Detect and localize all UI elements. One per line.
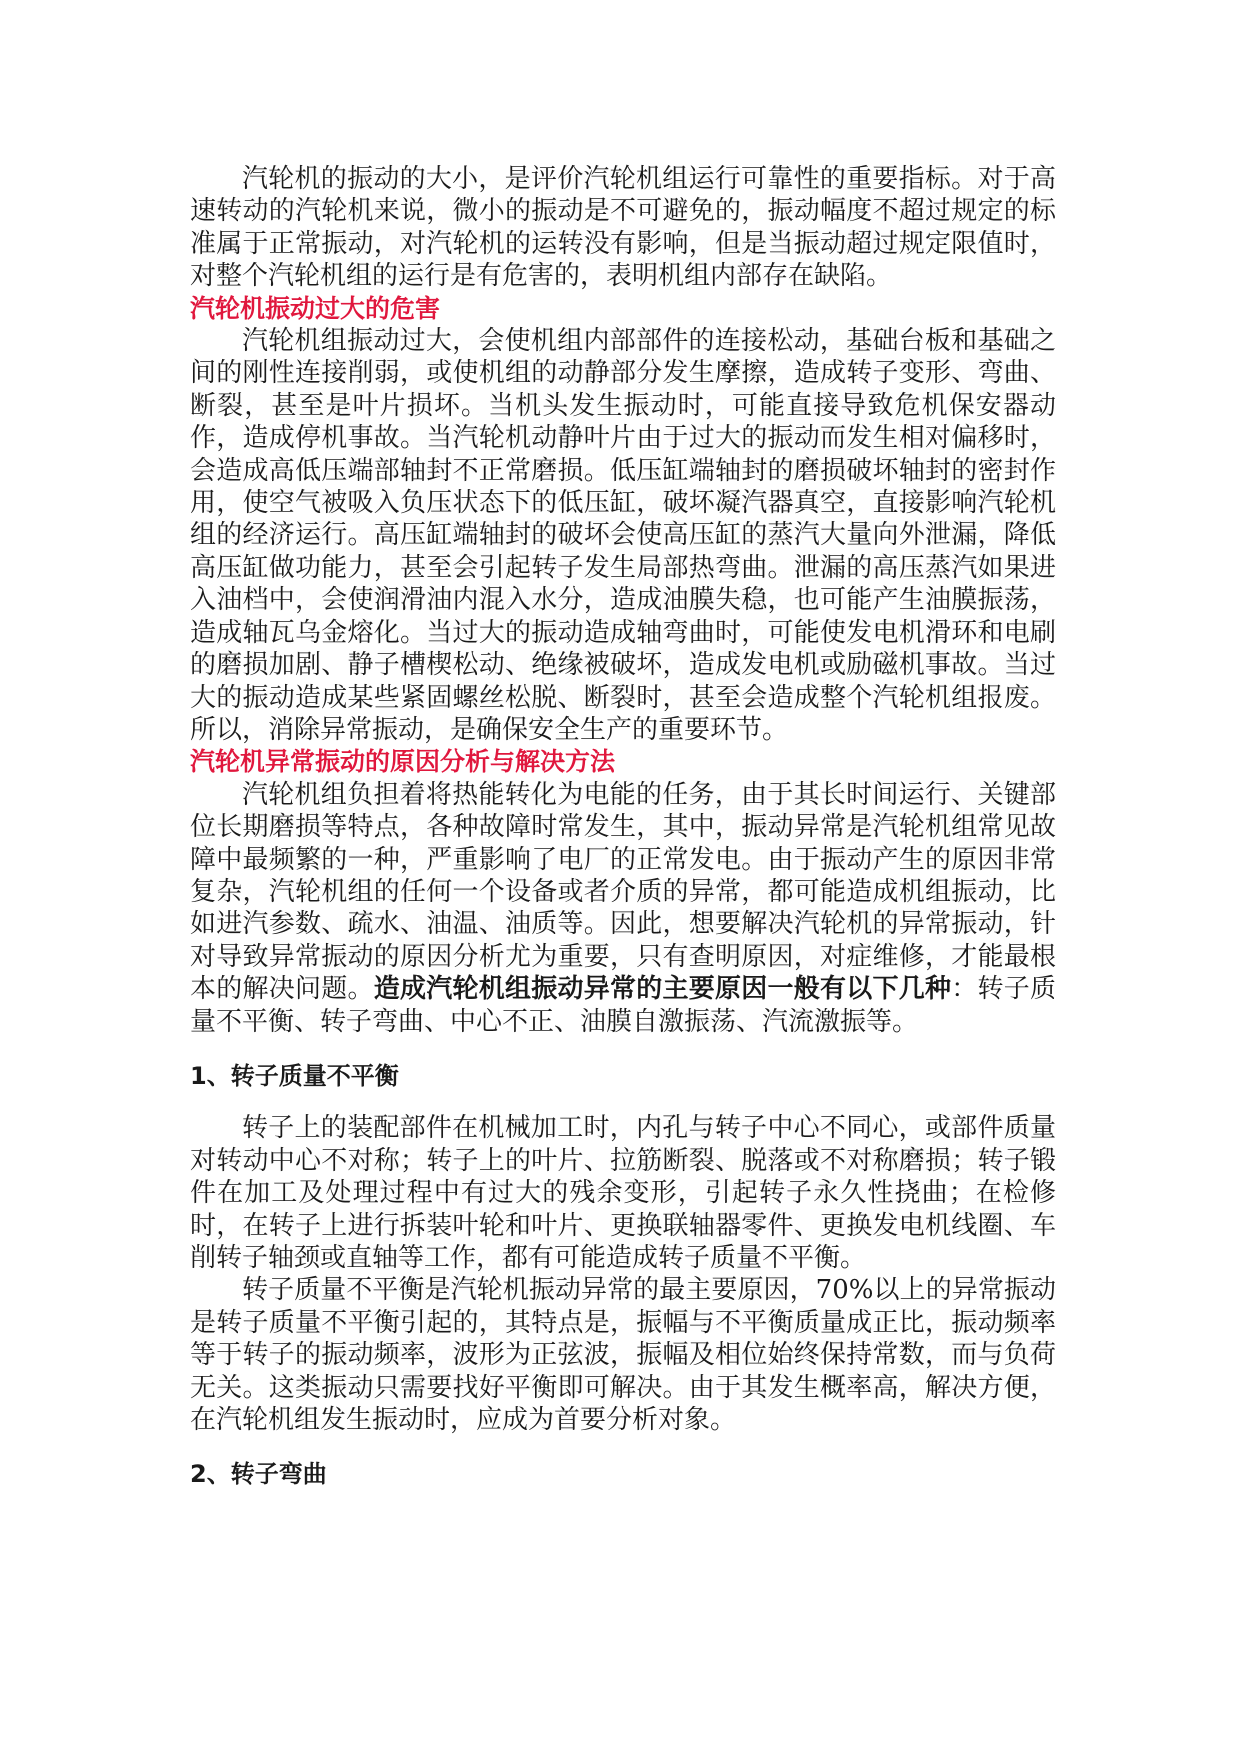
rotor-unbalance-paragraph-2: 转子质量不平衡是汽轮机振动异常的最主要原因，70%以上的异常振动是转子质量不平衡引起的，其特点是，振幅与不平衡质量成正比，振动频率等于转子的振动频率，波形为正弦波，振幅及相位始终保持常数，而与负荷无关。这类振动只需要找好平衡即可解决。由于其发生概率高，解决方便，在汽轮机组发生振动时，应成为首要分析对象。 (190, 1275, 1056, 1436)
causes-text: 汽轮机组负担着将热能转化为电能的任务，由于其长时间运行、关键部位长期磨损等特点，各种故障时常发生，其中，振动异常是汽轮机组常见故障中最频繁的一种，严重影响了电厂的正常发电。由于振动产生的原因非常复杂，汽轮机组的任何一个设备或者介质的异常，都可能造成机组振动，比如进汽参数、疏水、油温、油质等。因此，想要解决汽轮机的异常振动，针对导致异常振动的原因分析尤为重要，只有查明原因，对症维修，才能最根本的解决问题。 (190, 779, 1056, 1005)
causes-bold-text: 造成汽轮机组振动异常的主要原因一般有以下几种 (373, 974, 952, 1005)
causes-tail-text: ：转子质量不平衡、转子弯曲、中心不正、油膜自激振荡、汽流激振等。 (190, 974, 1056, 1037)
rotor-unbalance-paragraph-1: 转子上的装配部件在机械加工时，内孔与转子中心不同心，或部件质量对转动中心不对称；转子上的叶片、拉筋断裂、脱落或不对称磨损；转子锻件在加工及处理过程中有过大的残余变形，引起转子永久性挠曲；在检修时，在转子上进行拆装叶轮和叶片、更换联轴器零件、更换发电机线圈、车削转子轴颈或直轴等工作，都有可能造成转子质量不平衡。 (190, 1113, 1056, 1273)
section-heading-hazards: 汽轮机振动过大的危害 (190, 293, 441, 323)
subheading-rotor-bending: 2、转子弯曲 (190, 1460, 327, 1489)
causes-paragraph (190, 779, 1056, 1038)
subheading-rotor-unbalance: 1、转子质量不平衡 (190, 1061, 399, 1090)
document-page (190, 163, 1056, 1491)
intro-paragraph: 汽轮机的振动的大小，是评价汽轮机组运行可靠性的重要指标。对于高速转动的汽轮机来说，微小的振动是不可避免的，振动幅度不超过规定的标准属于正常振动，对汽轮机的运转没有影响，但是当振动超过规定限值时，对整个汽轮机组的运行是有危害的，表明机组内部存在缺陷。 (190, 164, 1056, 292)
hazards-paragraph: 汽轮机组振动过大，会使机组内部部件的连接松动，基础台板和基础之间的刚性连接削弱，或使机组的动静部分发生摩擦，造成转子变形、弯曲、断裂，甚至是叶片损坏。当机头发生振动时，可能直接导致危机保安器动作，造成停机事故。当汽轮机动静叶片由于过大的振动而发生相对偏移时，会造成高低压端部轴封不正常磨损。低压缸端轴封的磨损破坏轴封的密封作用，使空气被吸入负压状态下的低压缸，破坏凝汽器真空，直接影响汽轮机组的经济运行。高压缸端轴封的破坏会使高压缸的蒸汽大量向外泄漏，降低高压缸做功能力，甚至会引起转子发生局部热弯曲。泄漏的高压蒸汽如果进入油档中，会使润滑油内混入水分，造成油膜失稳，也可能产生油膜振荡，造成轴瓦乌金熔化。当过大的振动造成轴弯曲时，可能使发电机滑环和电刷的磨损加剧、静子槽楔松动、绝缘被破坏，造成发电机或励磁机事故。当过大的振动造成某些紧固螺丝松脱、断裂时，甚至会造成整个汽轮机组报废。所以，消除异常振动，是确保安全生产的重要环节。 (190, 326, 1056, 745)
section-heading-causes: 汽轮机异常振动的原因分析与解决方法 (190, 747, 616, 777)
